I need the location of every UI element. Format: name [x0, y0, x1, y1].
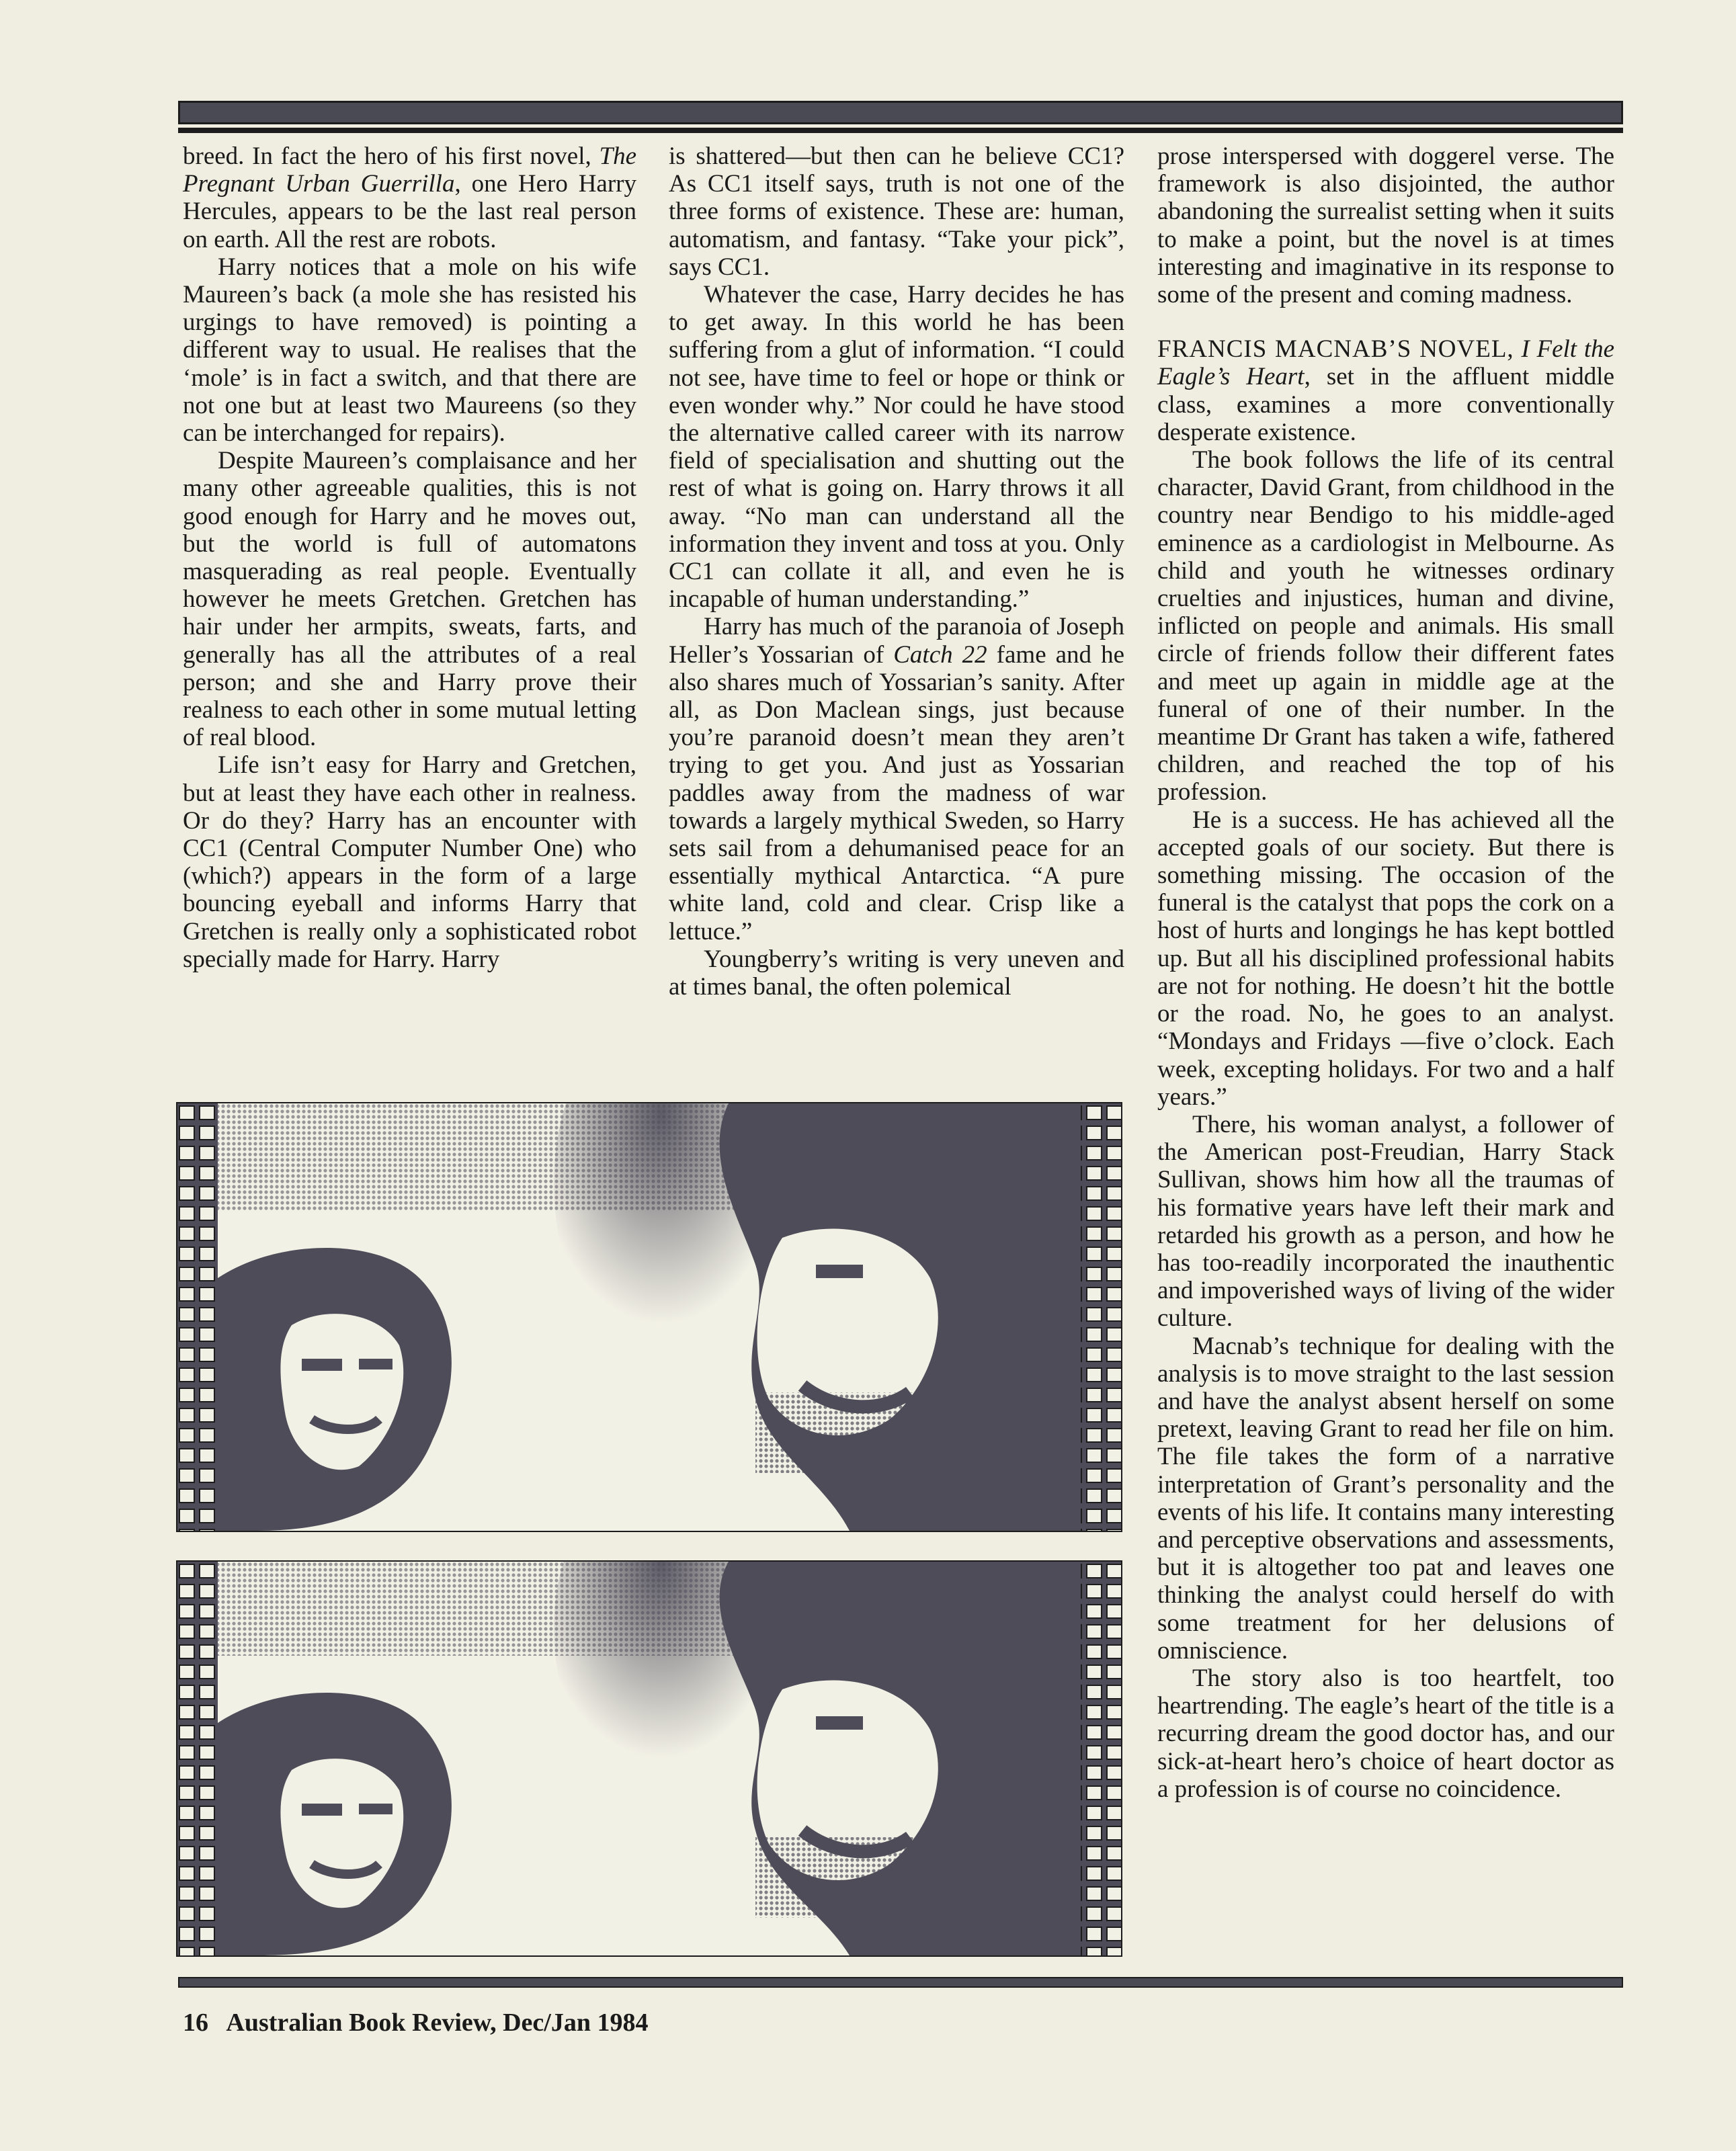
column-2	[669, 142, 1124, 1001]
page-number: 16	[183, 2009, 208, 2037]
paragraph: Despite Maureen’s complaisance and her many other agreeable qualities, this is not good enough for Harry and he moves out, but the world is full of automatons masquerading as real people. Eventually however he meets Gretchen. Gretchen has hair under her armpits, sweats, farts, and generally has all the attributes of a real person; and she and Harry prove their realness to each other in some mutual letting of real blood.	[183, 447, 636, 752]
footer-decorative-bar	[178, 1977, 1623, 1988]
column-1	[183, 142, 636, 973]
paragraph: The book follows the life of its central character, David Grant, from childhood in the country near Bendigo to his middle-aged eminence as a cardiologist in Melbourne. As child and youth he witnesses ordinary cruelties and injustices, human and divine, inflicted on people and animals. His small circle of friends follow their different fates and meet up again in middle age at the funeral of one of their number. In the meantime Dr Grant has taken a wife, fathered children, and reached the top of his profession.	[1157, 446, 1614, 806]
paragraph: The story also is too heartfelt, too heartrending. The eagle’s heart of the title is a recurring dream the good doctor has, and our sick-at-heart hero’s choice of heart doctor as a profession is of course no coincidence.	[1157, 1664, 1614, 1803]
paragraph: is shattered—but then can he believe CC1? As CC1 itself says, truth is not one of the three forms of existence. These are: human, automatism, and fantasy. “Take your pick”, says CC1.	[669, 142, 1124, 281]
paragraph: There, his woman analyst, a follower of the American post-Freudian, Harry Stack Sullivan, shows him how all the traumas of his formative years have left their mark and retarded his growth as a person, and how he has too-readily incorporated the inauthentic and impoverished ways of living of the wider culture.	[1157, 1110, 1614, 1333]
photo-illustration	[177, 1562, 1121, 1955]
section-lead: FRANCIS MACNAB’S NOVEL, I Felt the Eagle’s Heart, set in the affluent middle class, examines a more conventionally desperate existence.	[1157, 335, 1615, 446]
column-3	[1157, 142, 1614, 1803]
photo-illustration	[177, 1103, 1121, 1531]
book-title: I Felt the Eagle’s Heart	[1157, 335, 1615, 391]
paragraph: Harry notices that a mole on his wife Maureen’s back (a mole she has resisted his urgings to have removed) is pointing a different way to usual. He realises that the ‘mole’ is in fact a switch, and that there are not one but at least two Maureens (so they can be interchanged for repairs).	[183, 253, 636, 448]
paragraph: breed. In fact the hero of his first novel, The Pregnant Urban Guerrilla, one Hero Harry Hercules, appears to be the last real person on earth. All the rest are robots.	[183, 142, 637, 253]
paragraph: Whatever the case, Harry decides he has to get away. In this world he has been suffering from a glut of information. “I could not see, have time to feel or hope or think or even wonder why.” Nor could he have stood the alternative called career with its narrow field of specialisation and shutting out the rest of what is going on. Harry throws it all away. “No man can understand all the information they invent and toss at you. Only CC1 can collate it all, and even he is incapable of human understanding.”	[669, 281, 1124, 614]
paragraph: He is a success. He has achieved all the accepted goals of our society. But there is something missing. The occasion of the funeral is the catalyst that pops the cork on a host of hurts and longings he has kept bottled up. But all his disciplined professional habits are not for nothing. He doesn’t hit the bottle or the road. No, he goes to an analyst. “Mondays and Fridays —five o’clock. Each week, excepting holidays. For two and a half years.”	[1157, 806, 1614, 1111]
halftone-photo-two-men-repeat	[176, 1560, 1122, 1957]
paragraph: Life isn’t easy for Harry and Gretchen, but at least they have each other in realness. Or do they? Harry has an encounter with CC1 (Central Computer Number One) who (which?) appears in the form of a large bouncing eyeball and informs Harry that Gretchen is really only a sophisticated robot specially made for Harry. Harry	[183, 751, 636, 973]
paragraph: prose interspersed with doggerel verse. The framework is also disjointed, the author abandoning the surrealist setting when it suits to make a point, but the novel is at times interesting and imaginative in its response to some of the present and coming madness.	[1157, 142, 1614, 309]
book-title: The Pregnant Urban Guerrilla	[183, 142, 637, 198]
header-rule	[178, 128, 1623, 133]
paragraph: Harry has much of the paranoia of Joseph Heller’s Yossarian of Catch 22 fame and he also shares much of Yossarian’s sanity. After all, as Don Maclean sings, just because you’re paranoid doesn’t mean they aren’t trying to get you. And just as Yossarian paddles away from the madness of war towards a largely mythical Sweden, so Harry sets sail from a dehumanised peace for an essentially mythical Antarctica. “A pure white land, cold and clear. Crisp like a lettuce.”	[669, 613, 1124, 945]
paragraph: Macnab’s technique for dealing with the analysis is to move straight to the last session and have the analyst absent herself on some pretext, leaving Grant to read her file on him. The file takes the form of a narrative interpretation of Grant’s personality and the events of his life. It contains many interesting and perceptive observations and assessments, but it is altogether too pat and leaves one thinking the analyst could herself do with some treatment for her delusions of omniscience.	[1157, 1332, 1614, 1664]
book-title: Catch 22	[893, 640, 987, 669]
paragraph: Youngberry’s writing is very uneven and at times banal, the often polemical	[669, 945, 1124, 1001]
header-decorative-bar	[178, 101, 1623, 124]
publication-line: Australian Book Review, Dec/Jan 1984	[226, 2009, 649, 2037]
page-footer	[183, 2008, 648, 2037]
halftone-photo-two-men	[176, 1102, 1122, 1532]
